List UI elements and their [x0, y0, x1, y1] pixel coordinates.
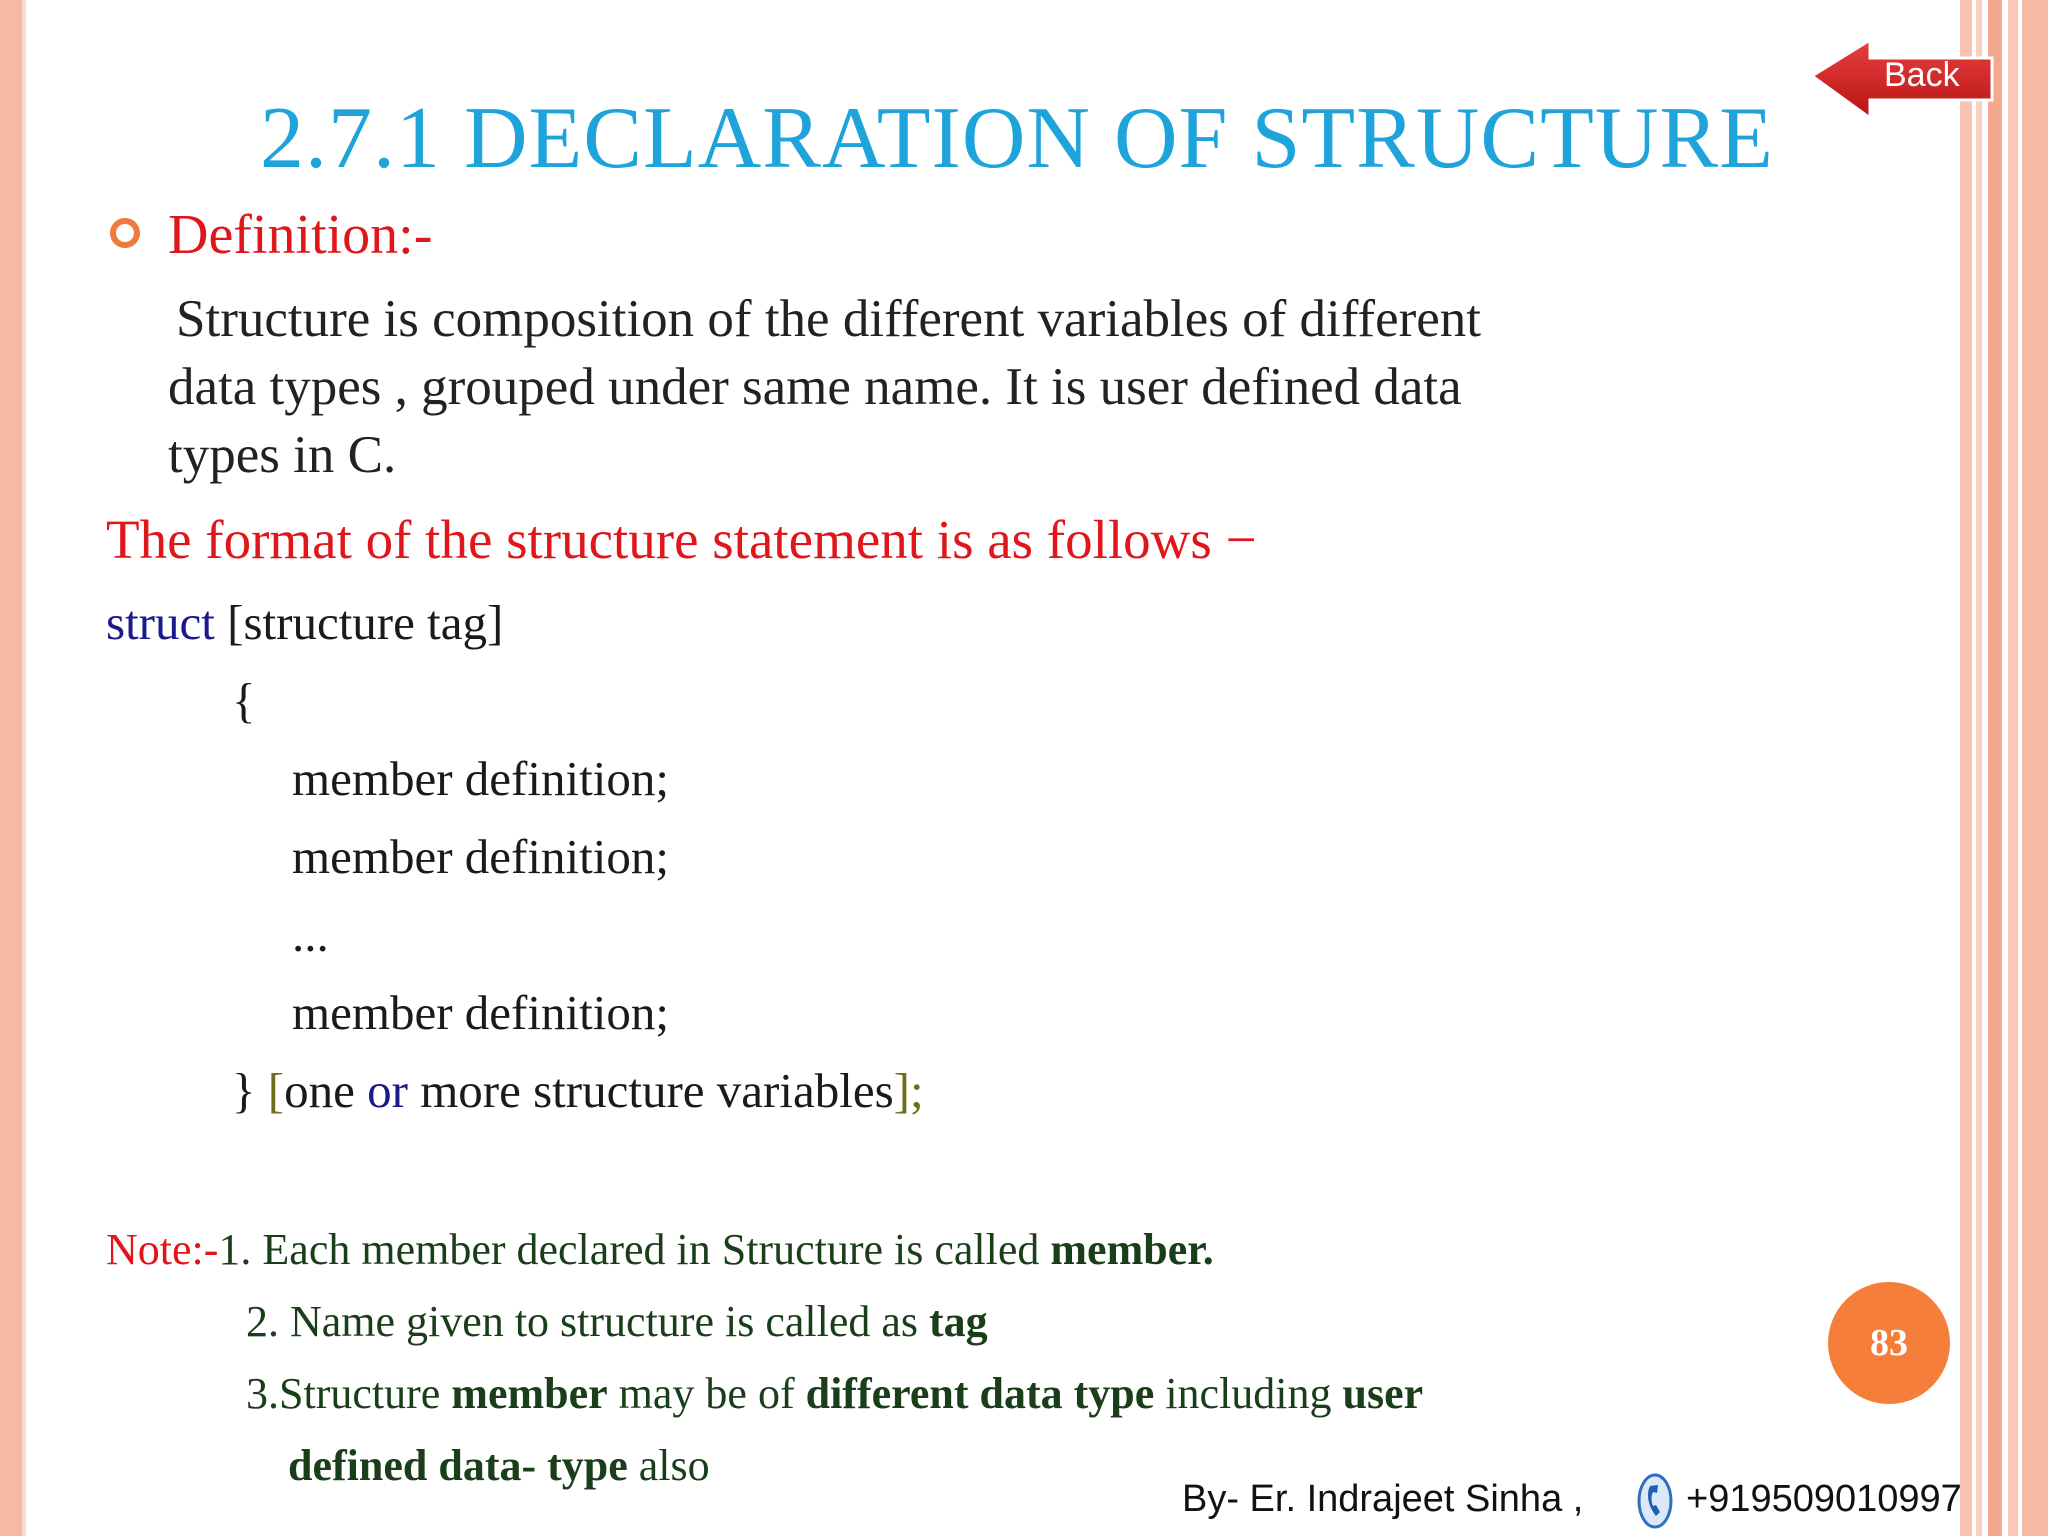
note-3-bold-member: member: [451, 1369, 608, 1418]
definition-paragraph: [168, 285, 1818, 489]
right-border-stripes: [1960, 0, 2048, 1536]
note-line-4: [288, 1440, 710, 1491]
left-border: [0, 0, 22, 1536]
note-3-mid2: including: [1154, 1369, 1343, 1418]
note-3-mid1: may be of: [607, 1369, 806, 1418]
note-line-2: [246, 1296, 988, 1347]
code-tag: [structure tag]: [214, 595, 504, 650]
definition-label: Definition:-: [168, 204, 433, 266]
note-line-1: [106, 1224, 1214, 1275]
note-3-bold-datatype: different data type: [805, 1369, 1155, 1418]
note-2-text: 2. Name given to structure is called as: [246, 1297, 930, 1346]
page-number-badge: 83: [1828, 1282, 1950, 1404]
code-bracket-open: [: [267, 1063, 285, 1118]
left-border-inner: [22, 0, 26, 1536]
code-member-1: member definition;: [292, 751, 669, 806]
phone-icon: [1636, 1472, 1674, 1530]
note-3-end: also: [627, 1441, 710, 1490]
code-close-brace: }: [232, 1063, 268, 1118]
footer-author: By- Er. Indrajeet Sinha ,: [1182, 1478, 1584, 1520]
definition-line-3: types in C.: [168, 426, 397, 484]
note-3-bold-user: user: [1342, 1369, 1424, 1418]
code-keyword-struct: struct: [106, 595, 215, 650]
note-1-bold: member.: [1050, 1225, 1214, 1274]
code-var-or: or: [367, 1063, 408, 1118]
note-line-3: [246, 1368, 1423, 1419]
code-member-3: member definition;: [292, 985, 669, 1040]
back-button[interactable]: [1808, 38, 1994, 120]
back-button-label: Back: [1884, 56, 1960, 94]
definition-line-1: Structure is composition of the different variables of different: [176, 290, 1481, 348]
code-close-line: [232, 1062, 924, 1119]
code-open-brace: {: [232, 673, 256, 728]
code-ellipsis: ...: [292, 907, 329, 962]
note-2-bold: tag: [929, 1297, 988, 1346]
code-var-rest: more structure variables: [407, 1063, 894, 1118]
note-3-text: 3.Structure: [246, 1369, 452, 1418]
note-label: Note:-: [106, 1225, 219, 1274]
footer-phone: +919509010997: [1686, 1478, 1962, 1520]
code-member-2: member definition;: [292, 829, 669, 884]
code-var-one: one: [284, 1063, 368, 1118]
note-3-bold-defined: defined data- type: [288, 1441, 628, 1490]
format-intro: The format of the structure statement is as follows −: [106, 509, 1257, 570]
code-bracket-close: ];: [893, 1063, 924, 1118]
bullet-icon: [110, 218, 140, 248]
slide-title: 2.7.1 DECLARATION OF STRUCTURE: [260, 90, 1774, 187]
code-struct-line: [106, 594, 503, 651]
definition-line-2: data types , grouped under same name. It is user defined data: [168, 358, 1462, 416]
note-1-text: 1. Each member declared in Structure is called: [218, 1225, 1051, 1274]
